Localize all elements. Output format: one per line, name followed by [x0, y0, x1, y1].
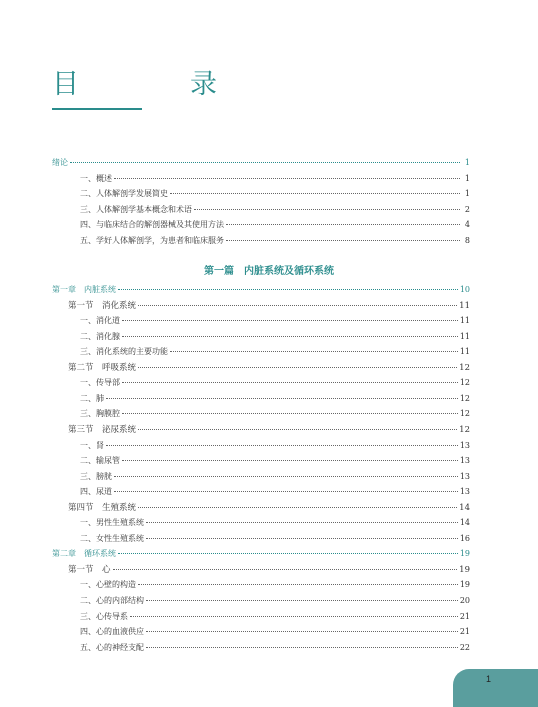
dot-leader [194, 209, 460, 210]
toc-entry-page: 14 [459, 502, 470, 513]
toc-entry-page: 12 [459, 409, 470, 419]
dot-leader [138, 429, 457, 430]
toc-entry-page: 13 [459, 440, 470, 450]
toc-entry-page: 12 [459, 393, 470, 403]
dot-leader [226, 240, 460, 241]
dot-leader [138, 507, 457, 508]
toc-entry-page: 14 [459, 518, 470, 528]
dot-leader [226, 224, 460, 225]
toc-entry-label: 二、肺 [80, 393, 104, 403]
toc-entry-section[interactable] [68, 564, 470, 576]
toc-entry-label: 三、胸膜腔 [80, 409, 120, 419]
page-title: 目 录 [52, 69, 259, 100]
dot-leader [106, 398, 458, 399]
toc-entry-item[interactable] [80, 642, 470, 654]
toc-entry-page: 11 [459, 300, 470, 311]
toc-entry-label: 三、心传导系 [80, 611, 128, 621]
dot-leader [122, 320, 458, 321]
toc-entry-section[interactable] [68, 502, 470, 514]
toc-entry-item[interactable] [80, 455, 470, 467]
dot-leader [138, 305, 457, 306]
toc-entry-item[interactable] [80, 579, 470, 591]
toc-entry-label: 二、人体解剖学发展简史 [80, 189, 168, 199]
toc-entry-page: 19 [459, 549, 470, 559]
dot-leader [122, 382, 458, 383]
dot-leader [122, 460, 458, 461]
toc-entry-label: 三、消化系统的主要功能 [80, 347, 168, 357]
toc-entry-item[interactable] [80, 173, 470, 185]
toc-entry-chapter[interactable] [52, 548, 470, 560]
toc-entry-label: 一、肾 [80, 440, 104, 450]
toc-entry-label: 一、男性生殖系统 [80, 518, 144, 528]
dot-leader [146, 647, 458, 648]
toc-entry-item[interactable] [80, 440, 470, 452]
dot-leader [114, 491, 458, 492]
title-underline [52, 108, 142, 110]
toc-entry-item[interactable] [80, 611, 470, 623]
toc-entry-page: 12 [459, 362, 470, 373]
toc-entry-page: 22 [459, 642, 470, 652]
toc-entry-label: 一、传导部 [80, 378, 120, 388]
toc-entry-label: 五、学好人体解剖学，为患者和临床服务 [80, 235, 224, 245]
toc-entry-page: 21 [459, 627, 470, 637]
toc-entry-item[interactable] [80, 235, 470, 247]
toc-entry-page: 12 [459, 424, 470, 435]
toc-entry-page: 19 [459, 564, 470, 575]
toc-entry-page: 13 [459, 456, 470, 466]
toc-entry-label: 三、人体解剖学基本概念和术语 [80, 204, 192, 214]
toc-entry-label: 第四节 生殖系统 [68, 502, 137, 513]
toc-entry-page: 11 [459, 347, 470, 357]
toc-entry-label: 第三节 泌尿系统 [68, 424, 137, 435]
dot-leader [146, 538, 458, 539]
toc-entry-label: 第一节 心 [68, 564, 111, 575]
toc-entry-label: 二、女性生殖系统 [80, 533, 144, 543]
toc-entry-chapter[interactable] [52, 284, 470, 296]
page-number-tab [453, 669, 538, 707]
dot-leader [130, 616, 458, 617]
dot-leader [70, 162, 460, 163]
toc-entry-label: 绪论 [52, 158, 68, 167]
toc-entry-page: 11 [459, 316, 470, 326]
toc-entry-page: 19 [459, 580, 470, 590]
toc-entry-page: 4 [464, 220, 470, 230]
toc-entry-item[interactable] [80, 377, 470, 389]
dot-leader [138, 367, 457, 368]
toc-entry-page: 1 [464, 158, 470, 167]
toc-entry-page: 8 [464, 235, 470, 245]
toc-entry-label: 第二章 循环系统 [52, 549, 116, 559]
toc-entry-page: 16 [459, 533, 470, 543]
toc-entry-item[interactable] [80, 533, 470, 545]
dot-leader [106, 445, 458, 446]
toc-entry-label: 一、概述 [80, 173, 112, 183]
dot-leader [122, 413, 458, 414]
toc-entry-page: 12 [459, 378, 470, 388]
toc-entry-section[interactable] [68, 362, 470, 374]
toc-entry-section[interactable] [68, 424, 470, 436]
page-number: 1 [486, 674, 492, 684]
toc-entry-chapter[interactable] [52, 157, 470, 169]
dot-leader [113, 569, 458, 570]
toc-entry-label: 二、输尿管 [80, 456, 120, 466]
toc-entry-label: 四、与临床结合的解剖器械及其使用方法 [80, 220, 224, 230]
toc-entry-page: 11 [459, 331, 470, 341]
toc-entry-label: 一、心壁的构造 [80, 580, 136, 590]
toc-entry-label: 三、膀胱 [80, 471, 112, 481]
dot-leader [122, 336, 458, 337]
toc-entry-item[interactable] [80, 331, 470, 343]
dot-leader [138, 584, 458, 585]
toc-entry-label: 五、心的神经支配 [80, 642, 144, 652]
toc-entry-page: 20 [459, 596, 470, 605]
part-heading: 第一篇 内脏系统及循环系统 [204, 266, 334, 277]
toc-entry-label: 二、消化腺 [80, 331, 120, 341]
toc-entry-label: 四、心的血液供应 [80, 627, 144, 637]
toc-entry-label: 一、消化道 [80, 316, 120, 326]
toc-entry-item[interactable] [80, 393, 470, 405]
toc-entry-item[interactable] [80, 471, 470, 483]
dot-leader [118, 553, 458, 554]
toc-entry-section[interactable] [68, 300, 470, 312]
toc-entry-label: 四、尿道 [80, 487, 112, 497]
toc-entry-item[interactable] [80, 188, 470, 200]
toc-entry-page: 1 [464, 173, 470, 183]
dot-leader [146, 631, 458, 632]
toc-entry-item[interactable] [80, 408, 470, 420]
dot-leader [114, 178, 460, 179]
toc-entry-page: 21 [459, 611, 470, 621]
dot-leader [146, 600, 458, 601]
toc-entry-item[interactable] [80, 219, 470, 231]
dot-leader [118, 289, 458, 290]
toc-entry-label: 二、心的内部结构 [80, 596, 144, 605]
toc-entry-item[interactable] [80, 626, 470, 638]
toc-entry-item[interactable] [80, 315, 470, 327]
toc-entry-page: 2 [464, 204, 470, 214]
toc-entry-page: 13 [459, 471, 470, 481]
dot-leader [114, 476, 458, 477]
toc-entry-label: 第一章 内脏系统 [52, 285, 116, 294]
toc-entry-item[interactable] [80, 346, 470, 358]
toc-entry-label: 第一节 消化系统 [68, 300, 137, 311]
toc-entry-page: 10 [459, 285, 470, 294]
toc-entry-page: 13 [459, 487, 470, 497]
toc-entry-item[interactable] [80, 486, 470, 498]
dot-leader [146, 522, 458, 523]
toc-entry-item[interactable] [80, 204, 470, 216]
toc-entry-item[interactable] [80, 595, 470, 607]
toc-entry-label: 第二节 呼吸系统 [68, 362, 137, 373]
toc-entry-item[interactable] [80, 517, 470, 529]
dot-leader [170, 193, 460, 194]
dot-leader [170, 351, 458, 352]
toc-entry-page: 1 [464, 189, 470, 199]
